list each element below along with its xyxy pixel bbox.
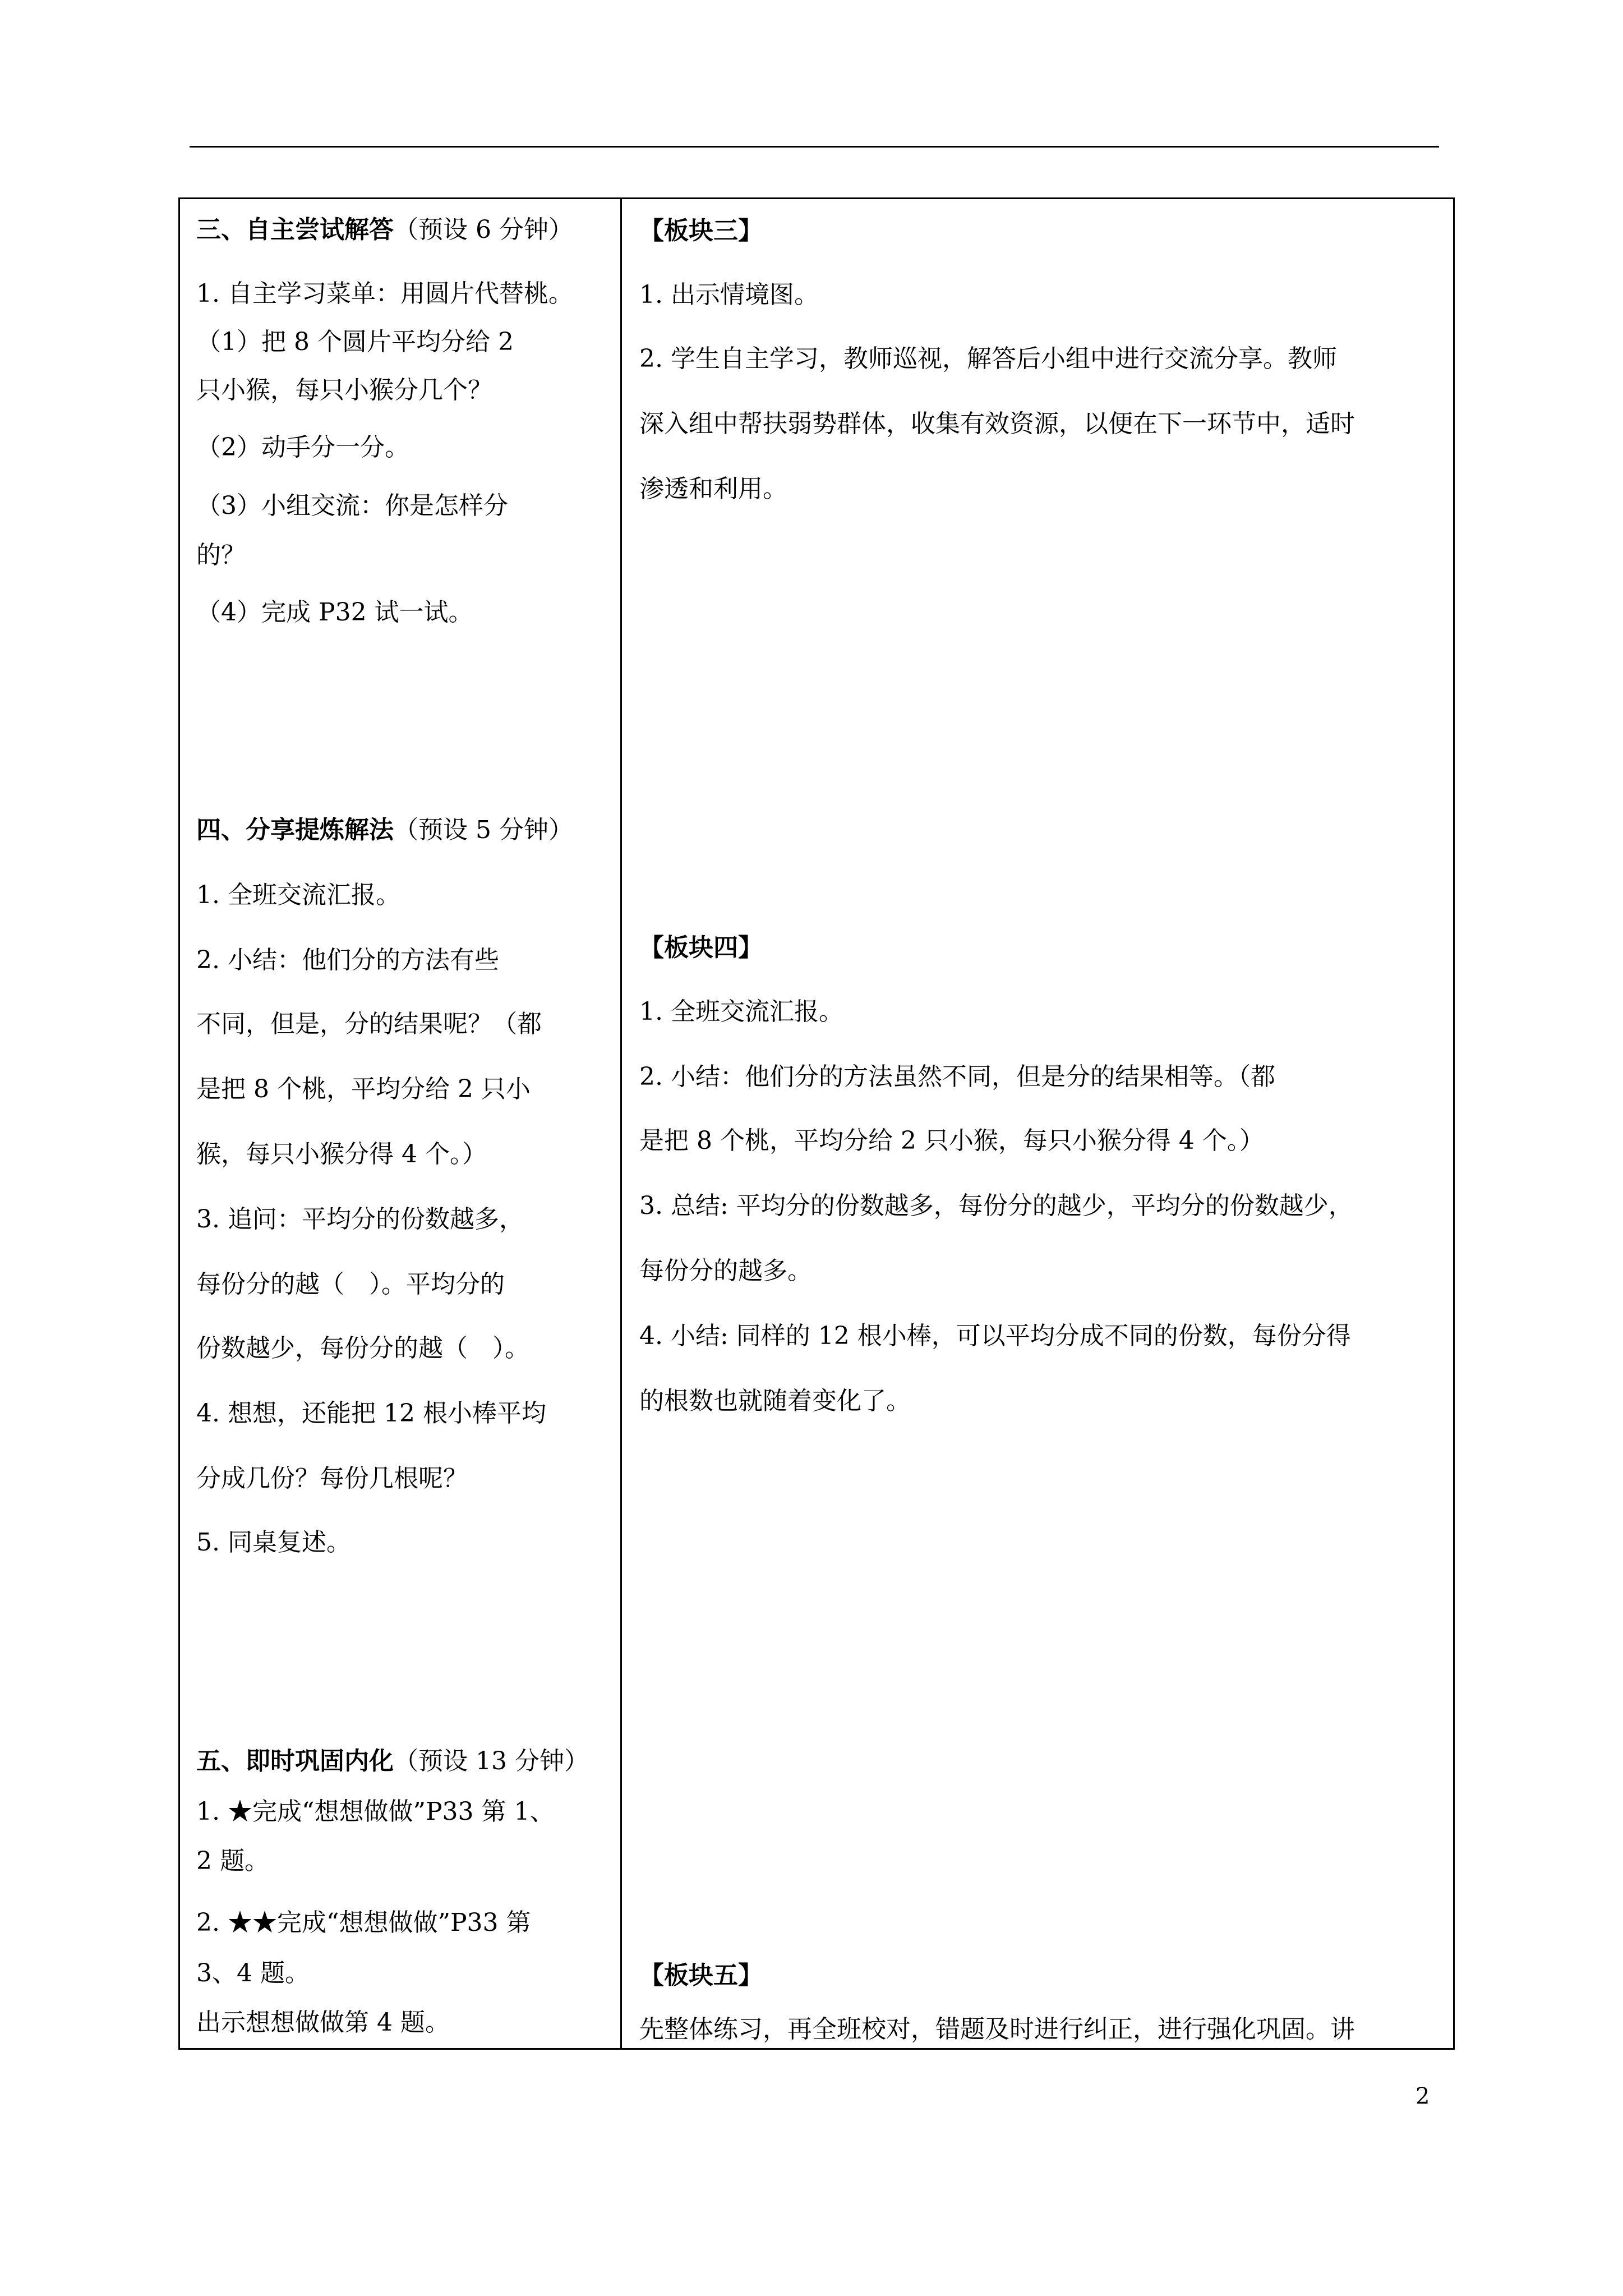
- section-three-time: （预设 6 分钟）: [394, 215, 573, 244]
- section-three-line: 只小猴，每只小猴分几个？: [196, 376, 492, 404]
- section-three-line: （4）完成 P32 试一试。: [196, 598, 473, 627]
- header-rule: [190, 146, 1439, 148]
- block-three-line: 2. 学生自主学习，教师巡视，解答后小组中进行交流分享。教师: [639, 344, 1337, 373]
- block-four-line: 的根数也就随着变化了。: [639, 1387, 911, 1415]
- section-three-line: （1）把 8 个圆片平均分给 2: [196, 328, 514, 356]
- section-four-line: 每份分的越（ ）。平均分的: [196, 1270, 505, 1299]
- block-three-title: 【板块三】: [639, 217, 763, 245]
- section-five-line: 1. ★完成“想想做做”P33 第 1、: [196, 1797, 555, 1826]
- section-four-line: 分成几份？每份几根呢？: [196, 1464, 468, 1493]
- section-five-title: 五、即时巩固内化: [196, 1747, 394, 1775]
- block-four-line: 3. 总结: 平均分的份数越多，每份分的越少，平均分的份数越少，: [639, 1191, 1353, 1220]
- block-four-line: 每份分的越多。: [639, 1257, 812, 1285]
- section-five-time: （预设 13 分钟）: [394, 1747, 589, 1775]
- section-four-heading: [196, 815, 573, 846]
- block-three-line: 深入组中帮扶弱势群体，收集有效资源，以便在下一环节中，适时: [639, 409, 1355, 438]
- section-four-line: 5. 同桌复述。: [196, 1528, 351, 1557]
- section-three-line: （3）小组交流：你是怎样分: [196, 491, 508, 520]
- section-three-line: 的？: [196, 541, 246, 569]
- section-four-line: 2. 小结：他们分的方法有些: [196, 946, 499, 974]
- page-number: 2: [1415, 2083, 1430, 2109]
- section-four-title: 四、分享提炼解法: [196, 816, 394, 844]
- block-four-line: 1. 全班交流汇报。: [639, 997, 843, 1026]
- section-five-line: 2. ★★完成“想想做做”P33 第: [196, 1908, 531, 1937]
- section-four-line: 1. 全班交流汇报。: [196, 881, 400, 909]
- block-four-title: 【板块四】: [639, 933, 763, 962]
- section-four-line: 不同，但是，分的结果呢？（都: [196, 1010, 542, 1038]
- section-three-heading: [196, 214, 573, 246]
- section-five-heading: [196, 1746, 589, 1777]
- block-four-line: 4. 小结: 同样的 12 根小棒，可以平均分成不同的份数，每份分得: [639, 1322, 1351, 1350]
- section-four-line: 是把 8 个桃，平均分给 2 只小: [196, 1075, 531, 1103]
- block-three-line: 1. 出示情境图。: [639, 280, 819, 309]
- section-four-line: 3. 追问：平均分的份数越多，: [196, 1205, 524, 1234]
- section-three-title: 三、自主尝试解答: [196, 215, 394, 244]
- section-three-line: 1. 自主学习菜单：用圆片代替桃。: [196, 279, 573, 308]
- block-four-line: 是把 8 个桃，平均分给 2 只小猴，每只小猴分得 4 个。）: [639, 1126, 1264, 1155]
- block-five-title: 【板块五】: [639, 1961, 763, 1990]
- column-divider: [620, 197, 622, 2050]
- section-four-line: 4. 想想，还能把 12 根小棒平均: [196, 1399, 546, 1428]
- section-four-time: （预设 5 分钟）: [394, 816, 573, 844]
- section-four-line: 猴，每只小猴分得 4 个。）: [196, 1140, 487, 1168]
- block-four-line: 2. 小结：他们分的方法虽然不同，但是分的结果相等。（都: [639, 1062, 1275, 1091]
- block-five-line: 先整体练习，再全班校对，错题及时进行纠正，进行强化巩固。讲: [639, 2015, 1355, 2044]
- section-five-line: 出示想想做做第 4 题。: [196, 2008, 450, 2037]
- section-five-line: 3、4 题。: [196, 1959, 310, 1987]
- section-four-line: 份数越少，每份分的越（ ）。: [196, 1334, 529, 1363]
- section-three-line: （2）动手分一分。: [196, 433, 409, 462]
- block-three-line: 渗透和利用。: [639, 475, 787, 503]
- section-five-line: 2 题。: [196, 1847, 269, 1875]
